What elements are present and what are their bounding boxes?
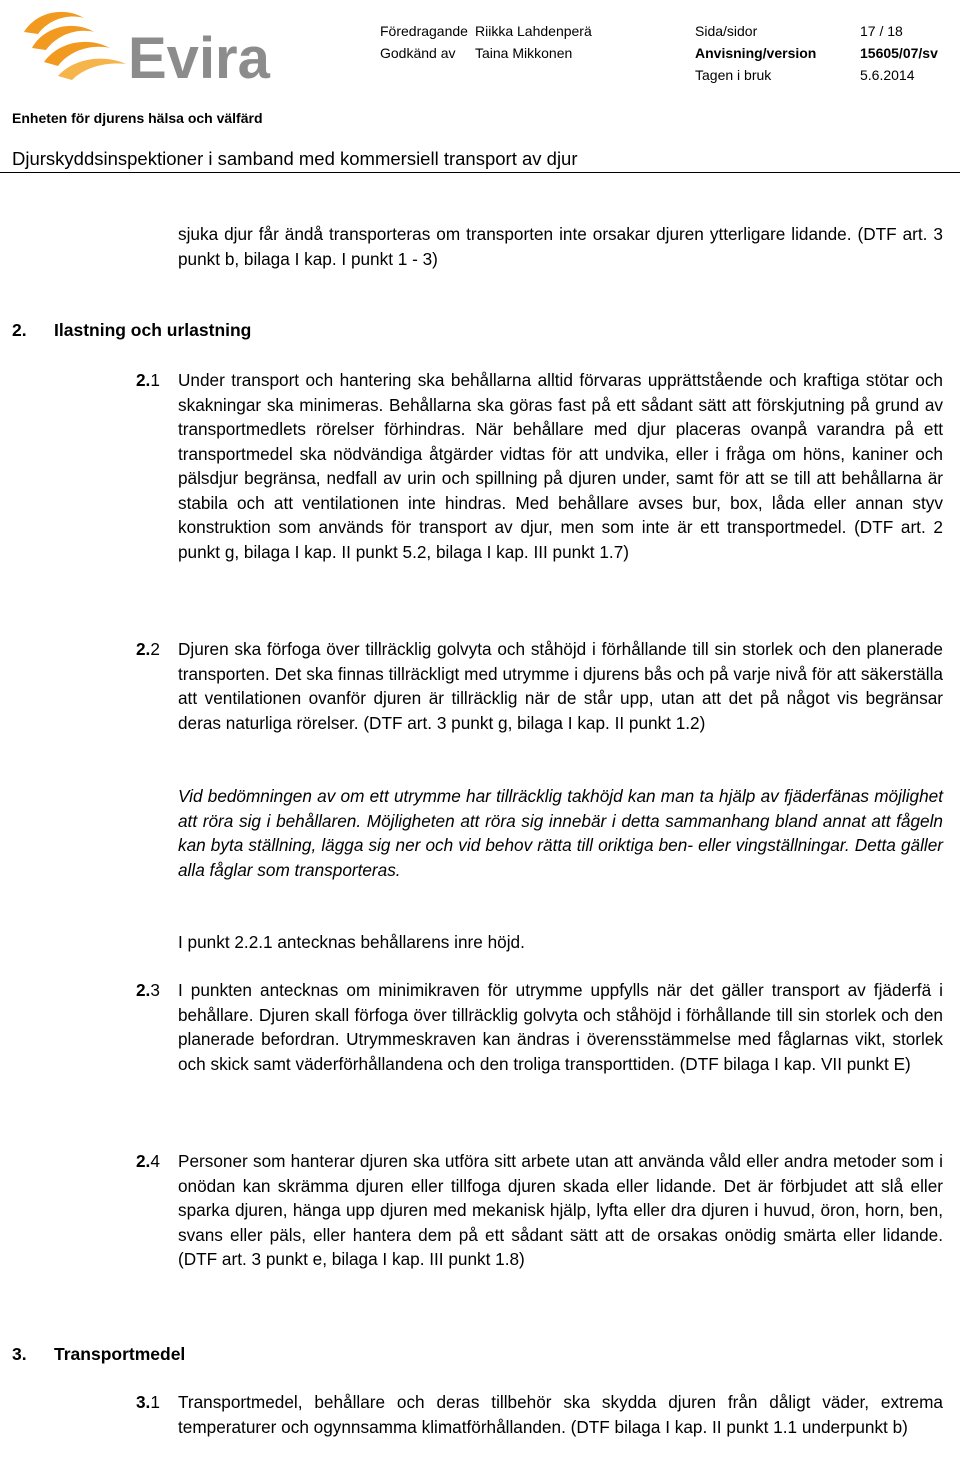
section-2-number: 2. [12,320,27,340]
document-title: Djurskyddsinspektioner i samband med kommersiell transport av djur [12,148,578,169]
item-text-2-3: I punkten antecknas om minimikraven för utrymme uppfylls när det gäller transport av fjäderfä i behållare. Djuren skall förfoga över tillräcklig golvyta och ståhöjd i förhållande till sin storlek och den planerade befordran. Utrymmeskraven kan ändras i överensstämmelse med fåglarnas vikt, storlek och skick samt väderförhållandena och den troliga transporttiden. (DTF bilaga I kap. VII punkt E) [178,980,943,1074]
item-number-2-2: 2.2 [136,639,160,659]
evira-logo [18,4,278,86]
italic-note: Vid bedömningen av om ett utrymme har tillräcklig takhöjd kan man ta hjälp av fjäderfänas möjlighet att röra sig i behållaren. Möjligheten att röra sig innebär i detta sammanhang bland annat att fågeln kan byta ställning, lägga sig ner och vid behov rätta till oriktiga ben- eller vingställningar. Detta gäller alla fåglar som transporteras. [178,786,943,880]
effective-label: Tagen i bruk [695,67,772,83]
item-text-2-2: Djuren ska förfoga över tillräcklig golvyta och ståhöjd i förhållande till sin storlek och den planerade transporten. Det ska finnas tillräckligt med utrymme i djurens bås och på varje nivå för att säkerställa att ventilationen ovanför djuren är tillräcklig när de står upp, utan att det på något vis begränsar deras naturliga rörelser. (DTF art. 3 punkt g, bilaga I kap. II punkt 1.2) [178,639,943,733]
presenter-label: Föredragande [380,23,468,39]
item-number-2-3: 2.3 [136,980,160,1000]
section-2-title: Ilastning och urlastning [54,320,252,340]
logo-wordmark: Evira [128,26,270,86]
item-text-2-1: Under transport och hantering ska behållarna alltid förvaras upprättstående och kraftiga stötar och skakningar ska minimeras. Behållarna ska göras fast på ett sådant sätt att förskjutning på grund av transportmedlets rörelser förhindras. När behållare med djur placeras ovanpå varandra på ett transportmedel ska nödvändiga åtgärder vidtas för att undvika, eller i fråga om höns, kaniner och pälsdjur begränsa, nedfall av urin och spillning på djuren under, samt för att se till att behållarna är stabila och att ventilationen inte hindras. Med behållare avses bur, box, låda eller annan styv konstruktion som används för transport av djur, men som inte är ett transportmedel. (DTF art. 2 punkt g, bilaga I kap. II punkt 5.2, bilaga I kap. III punkt 1.7) [178,370,943,562]
unit-name: Enheten för djurens hälsa och välfärd [12,110,263,126]
version-value: 15605/07/sv [860,45,938,61]
section-3-number: 3. [12,1344,27,1364]
logo-swoosh-icon [24,12,126,80]
page-label: Sida/sidor [695,23,758,39]
header-divider [0,172,960,173]
approved-value: Taina Mikkonen [475,45,573,61]
inner-height-note: I punkt 2.2.1 antecknas behållarens inre höjd. [178,932,525,952]
version-label: Anvisning/version [695,45,817,61]
presenter-value: Riikka Lahdenperä [475,23,592,39]
item-number-2-4: 2.4 [136,1151,160,1171]
item-number-3-1: 3.1 [136,1392,160,1412]
approved-label: Godkänd av [380,45,456,61]
item-number-2-1: 2.1 [136,370,160,390]
effective-value: 5.6.2014 [860,67,915,83]
page-value: 17 / 18 [860,23,903,39]
intro-paragraph: sjuka djur får ändå transporteras om transporten inte orsakar djuren ytterligare lidande. (DTF art. 3 punkt b, bilaga I kap. I punkt 1 - 3) [178,224,943,269]
item-text-3-1: Transportmedel, behållare och deras tillbehör ska skydda djuren från dåligt väder, extrema temperaturer och ogynnsamma klimatförhållanden. (DTF bilaga I kap. II punkt 1.1 underpunkt b) [178,1392,943,1437]
item-text-2-4: Personer som hanterar djuren ska utföra sitt arbete utan att använda våld eller andra metoder som i onödan kan skrämma djuren eller tillfoga djuren skada eller lidande. Det är förbjudet att slå eller sparka djuren, hänga upp djuren med mekanisk hjälp, lyfta eller dra djuren i huvud, öron, horn, ben, svans eller päls, eller hantera dem på ett sådant sätt att de orsakas onödig smärta eller lidande. (DTF art. 3 punkt e, bilaga I kap. III punkt 1.8) [178,1151,943,1269]
section-3-title: Transportmedel [54,1344,186,1364]
